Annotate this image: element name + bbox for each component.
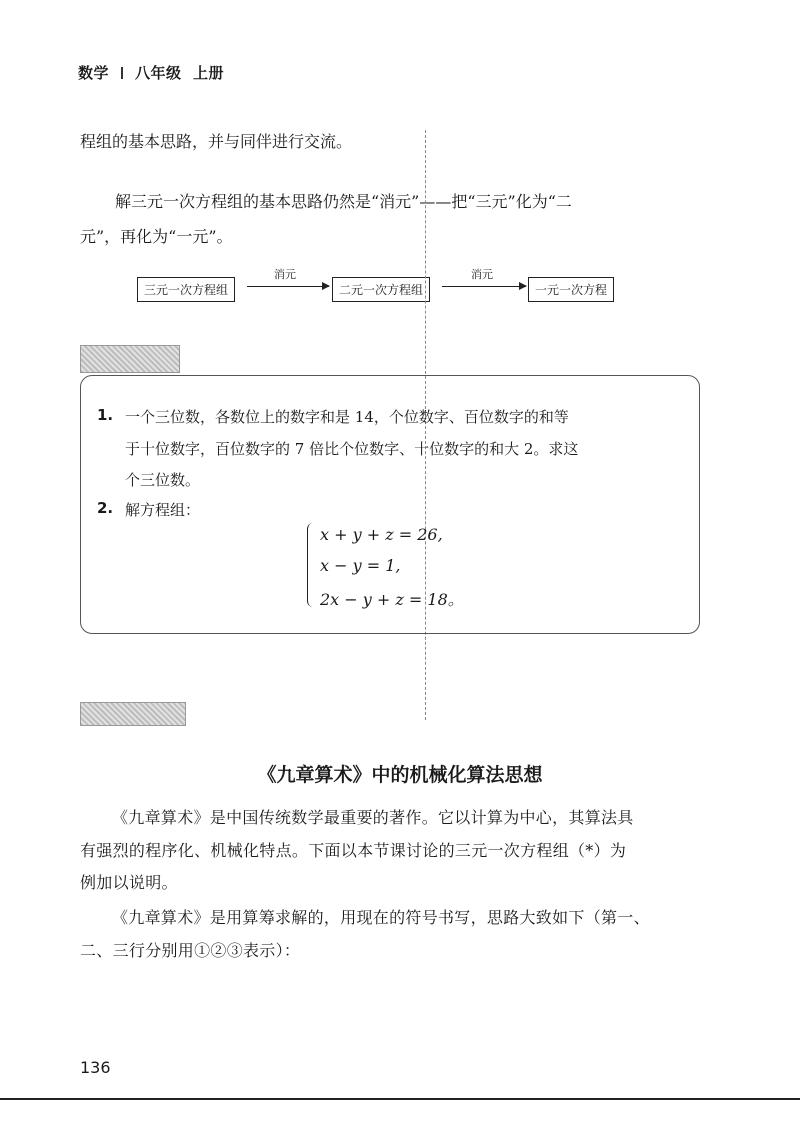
intro-line-3: 元”，再化为“一元”。 [80, 227, 233, 246]
question-2-text: 解方程组： [125, 501, 201, 519]
reading-title: 《九章算术》中的机械化算法思想 [257, 764, 543, 786]
question-2-number: 2. [97, 499, 114, 517]
equation-3: 2x − y + z = 18。 [320, 590, 464, 609]
reading-p2-line-1: 《九章算术》是用算筹求解的，用现在的符号书写，思路大致如下（第一、 [112, 908, 650, 927]
header-subject: 数学 [78, 64, 110, 82]
question-1-line-3: 个三位数。 [125, 471, 201, 489]
flow-box-three-var: 三元一次方程组 [137, 277, 235, 302]
header-divider [121, 67, 123, 79]
intro-line-1: 程组的基本思路，并与同伴进行交流。 [80, 132, 353, 151]
question-1-line-2: 于十位数字，百位数字的 7 倍比个位数字、十位数字的和大 2。求这 [125, 440, 579, 458]
equation-system-brace [307, 523, 316, 607]
flow-arrow-1 [247, 286, 329, 287]
reading-p2-line-2: 二、三行分别用①②③表示）： [80, 941, 301, 960]
question-1-number: 1. [97, 406, 114, 424]
flow-arrow-label-2: 消元 [471, 268, 493, 281]
equation-1: x + y + z = 26, [320, 525, 443, 544]
flow-box-one-var: 一元一次方程 [528, 277, 614, 302]
flow-arrow-label-1: 消元 [274, 268, 296, 281]
reading-p1-line-3: 例加以说明。 [80, 873, 178, 892]
flow-box-two-var: 二元一次方程组 [332, 277, 430, 302]
equation-2: x − y = 1, [320, 556, 401, 575]
page-header [78, 62, 224, 83]
header-grade: 八年级 [135, 64, 182, 82]
exercise-section-tag [80, 345, 180, 373]
page-bottom-rule [0, 1098, 800, 1100]
page-number: 136 [80, 1058, 111, 1077]
reading-p1-line-1: 《九章算术》是中国传统数学最重要的著作。它以计算为中心，其算法具 [112, 808, 634, 827]
reading-section-tag [80, 702, 186, 726]
question-1-line-1: 一个三位数，各数位上的数字和是 14，个位数字、百位数字的和等 [125, 408, 569, 426]
reading-p1-line-2: 有强烈的程序化、机械化特点。下面以本节课讨论的三元一次方程组（*）为 [80, 841, 627, 860]
flow-arrow-2 [442, 286, 526, 287]
intro-line-2: 解三元一次方程组的基本思路仍然是“消元”——把“三元”化为“二 [115, 192, 572, 211]
header-volume: 上册 [192, 64, 224, 82]
